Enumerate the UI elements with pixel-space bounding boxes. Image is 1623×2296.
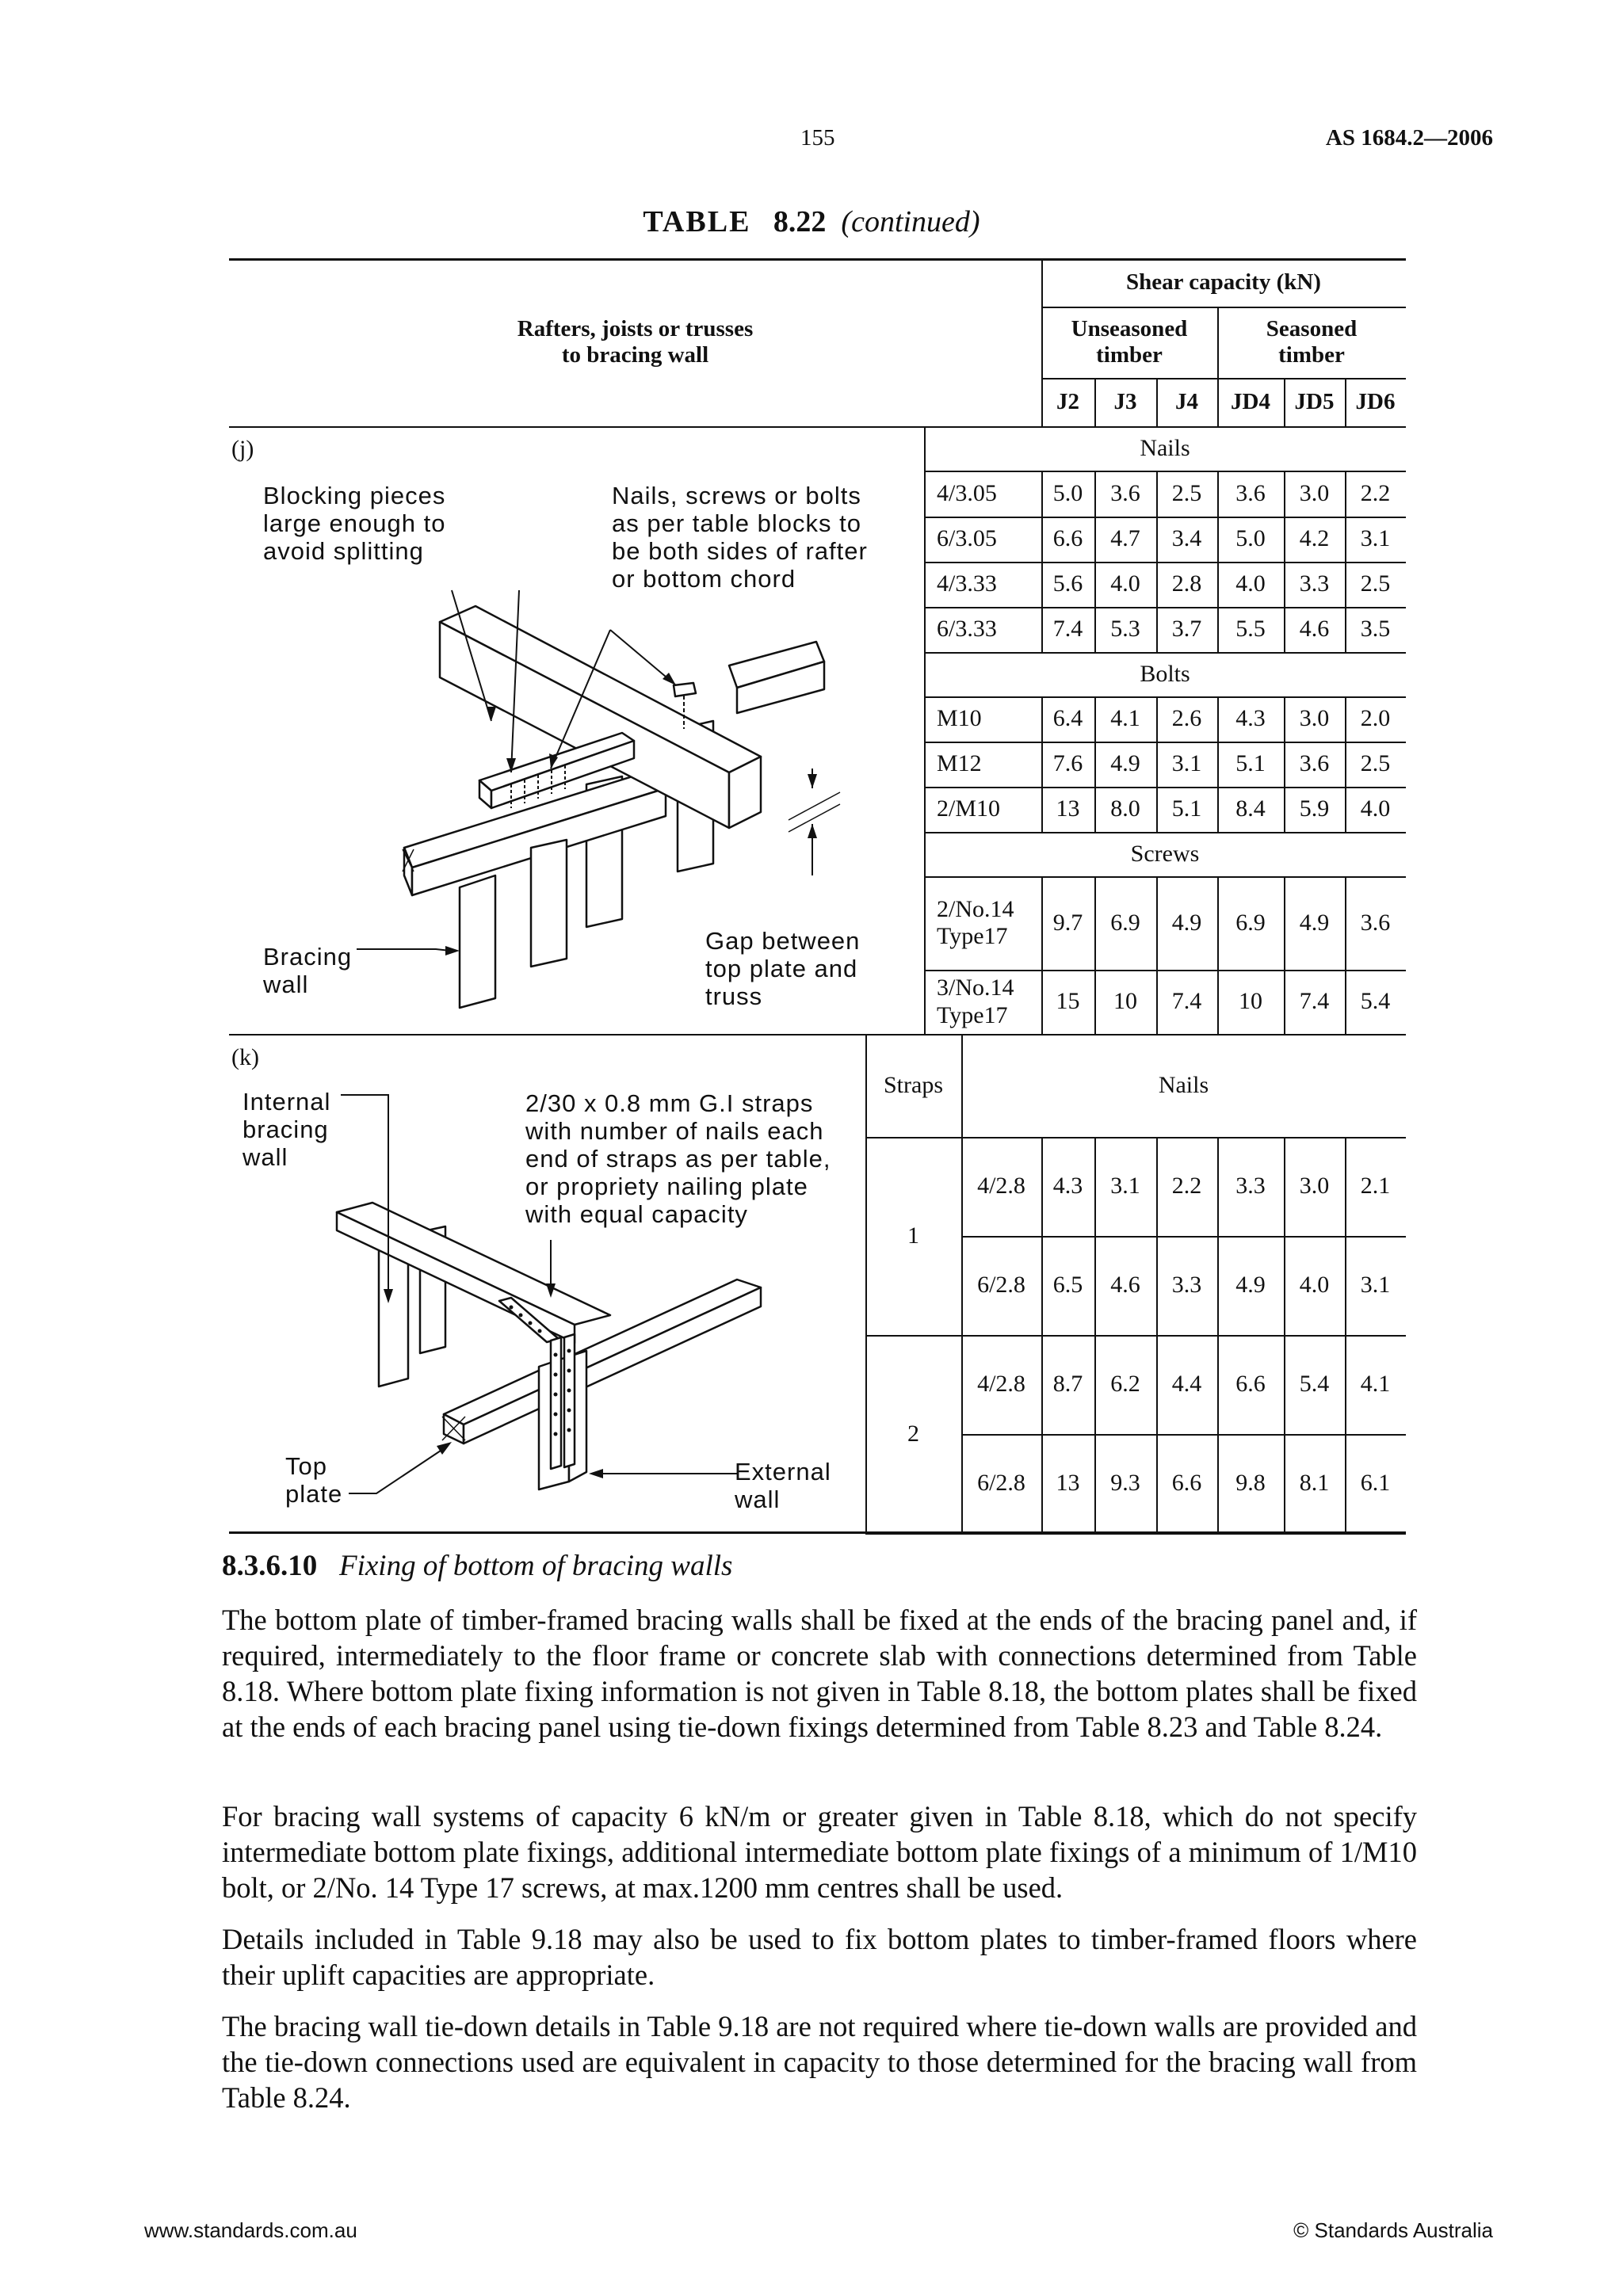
value-cell: 9.7 [1052, 909, 1083, 936]
value-cell: 6.9 [1110, 909, 1140, 936]
value-cell: 8.1 [1299, 1470, 1330, 1497]
table-rule [1041, 517, 1043, 562]
table-title-label: TABLE [643, 205, 751, 238]
table-rule [1156, 607, 1158, 652]
table-rule [1284, 1335, 1285, 1434]
value-cell: 7.4 [1052, 616, 1083, 643]
table-rule [1284, 970, 1285, 1034]
value-cell: 3.6 [1235, 479, 1266, 506]
value-cell: 5.0 [1052, 479, 1083, 506]
value-cell: 2.5 [1360, 750, 1391, 777]
value-cell: 4.7 [1110, 525, 1140, 552]
value-cell: 4.9 [1171, 909, 1202, 936]
table-rule [1094, 471, 1096, 517]
table-rule [1156, 970, 1158, 1034]
value-cell: 7.6 [1052, 750, 1083, 777]
table-rule [1345, 1137, 1346, 1236]
value-cell: 3.6 [1360, 909, 1391, 936]
table-rule [1041, 970, 1043, 1034]
grade-header-j2: J2 [1056, 388, 1079, 414]
nails-label: 4/2.8 [977, 1371, 1025, 1398]
value-cell: 6.6 [1052, 525, 1083, 552]
callout-gap: Gap between top plate and truss [705, 927, 861, 1010]
table-rule [1156, 471, 1158, 517]
table-header-seasoned: Seasoned timber [1266, 315, 1358, 368]
table-rule [1345, 1434, 1346, 1533]
value-cell: 4.9 [1299, 909, 1330, 936]
value-cell: 3.0 [1299, 705, 1330, 732]
value-cell: 3.1 [1360, 525, 1391, 552]
value-cell: 10 [1113, 988, 1137, 1015]
table-rule [1041, 742, 1043, 787]
table-rule [1156, 742, 1158, 787]
table-rule [1041, 787, 1043, 832]
straps-count: 1 [907, 1222, 919, 1249]
standard-reference: AS 1684.2—2006 [1325, 125, 1493, 151]
value-cell: 6.6 [1235, 1371, 1266, 1398]
value-cell: 6.1 [1360, 1470, 1391, 1497]
table-rule [1094, 696, 1096, 742]
value-cell: 3.0 [1299, 479, 1330, 506]
table-rule [1156, 876, 1158, 970]
callout-fasteners: Nails, screws or bolts as per table blocks to be both sides of rafter or bottom chord [612, 482, 868, 593]
table-rule [1094, 876, 1096, 970]
section-title-nails: Nails [1140, 435, 1190, 461]
value-cell: 2.0 [1360, 705, 1391, 732]
value-cell: 3.3 [1299, 570, 1330, 597]
clause-paragraph-4: The bracing wall tie-down details in Table 9.18 are not required where tie-down walls are provided and the tie-down connections used are equivalent in capacity to those determined for the bracing wall from Table 8.24. [222, 2010, 1417, 2114]
table-rule [1156, 696, 1158, 742]
value-cell: 3.1 [1110, 1173, 1140, 1199]
table-rule [1217, 471, 1219, 517]
table-rule [1094, 1236, 1096, 1335]
clause-paragraph-3: Details included in Table 9.18 may also be used to fix bottom plates to timber-framed floors where their uplift capacities are appropriate. [222, 1923, 1417, 1991]
table-title-number: 8.22 [773, 205, 827, 238]
callout-straps: 2/30 x 0.8 mm G.I straps with number of nails each end of straps as per table, or propriety nailing plate with equal capacity [525, 1089, 831, 1228]
table-rule [1345, 1335, 1346, 1434]
value-cell: 3.7 [1171, 616, 1202, 643]
value-cell: 8.0 [1110, 795, 1140, 822]
value-cell: 4.3 [1052, 1173, 1083, 1199]
table-rule [1156, 787, 1158, 832]
value-cell: 6.4 [1052, 705, 1083, 732]
table-rule [1094, 1335, 1096, 1434]
table-rule [1156, 1335, 1158, 1434]
value-cell: 6.5 [1052, 1272, 1083, 1299]
value-cell: 5.5 [1235, 616, 1266, 643]
value-cell: 5.9 [1299, 795, 1330, 822]
table-rule [1217, 607, 1219, 652]
value-cell: 3.5 [1360, 616, 1391, 643]
value-cell: 7.4 [1299, 988, 1330, 1015]
value-cell: 4.0 [1299, 1272, 1330, 1299]
table-rule [1156, 1137, 1158, 1236]
page-number: 155 [800, 125, 835, 151]
value-cell: 4.9 [1110, 750, 1140, 777]
fixing-label: 4/3.33 [937, 570, 997, 597]
clause-paragraph-1: The bottom plate of timber-framed bracing walls shall be fixed at the ends of the bracing panel and, if required, intermediately to the floor frame or concrete slab with connections determined from Table 8.18. Where bottom plate fixing information is not given in Table 8.18, the bottom plates shall be fixed at the ends of each bracing panel using tie-down fixings determined from Table 8.23 and Table 8.24. [222, 1604, 1417, 1743]
value-cell: 5.4 [1299, 1371, 1330, 1398]
table-rule [1041, 1434, 1043, 1533]
fixing-label: 2/M10 [937, 795, 1001, 822]
grade-header-j3: J3 [1113, 388, 1137, 414]
fixing-label: 2/No.14 Type17 [937, 895, 1014, 949]
table-rule [1094, 787, 1096, 832]
table-rule [1284, 787, 1285, 832]
value-cell: 2.1 [1360, 1173, 1391, 1199]
value-cell: 9.3 [1110, 1470, 1140, 1497]
table-title [0, 204, 1623, 239]
value-cell: 5.1 [1235, 750, 1266, 777]
table-rule [1345, 696, 1346, 742]
table-rule [1156, 562, 1158, 607]
value-cell: 3.3 [1235, 1173, 1266, 1199]
table-rule [1217, 1137, 1219, 1236]
value-cell: 15 [1056, 988, 1080, 1015]
fixing-label: 6/3.33 [937, 616, 997, 643]
section-title-bolts: Bolts [1140, 661, 1190, 687]
fixing-label: 6/3.05 [937, 525, 997, 552]
table-rule [1094, 517, 1096, 562]
table-rule [1345, 742, 1346, 787]
value-cell: 5.4 [1360, 988, 1391, 1015]
value-cell: 4.0 [1235, 570, 1266, 597]
value-cell: 10 [1239, 988, 1262, 1015]
table-rule [1041, 876, 1043, 970]
value-cell: 2.2 [1171, 1173, 1202, 1199]
table-rule [1041, 607, 1043, 652]
table-rule [1284, 1236, 1285, 1335]
table-rule [1217, 1434, 1219, 1533]
section-title-screws: Screws [1130, 841, 1200, 867]
detail-j-label: (j) [231, 436, 254, 462]
table-rule [1284, 696, 1285, 742]
callout-bracing-wall: Bracing wall [263, 943, 353, 998]
table-rule [1217, 562, 1219, 607]
value-cell: 2.5 [1171, 479, 1202, 506]
table-rule [1345, 517, 1346, 562]
footer-copyright: © Standards Australia [1293, 2218, 1493, 2242]
value-cell: 5.1 [1171, 795, 1202, 822]
table-rule [1345, 787, 1346, 832]
table-bottom-rule [229, 1531, 1406, 1534]
table-rule [1041, 471, 1043, 517]
grade-header-j4: J4 [1175, 388, 1198, 414]
table-rule [1094, 970, 1096, 1034]
nails-label: 6/2.8 [977, 1470, 1025, 1497]
clause-number: 8.3.6.10 [222, 1550, 318, 1582]
value-cell: 6.6 [1171, 1470, 1202, 1497]
callout-blocking-pieces: Blocking pieces large enough to avoid splitting [263, 482, 446, 565]
fixing-label: 3/No.14 Type17 [937, 974, 1014, 1028]
table-rule [1217, 876, 1219, 970]
table-rule [1217, 1335, 1219, 1434]
grade-header-jd6: JD6 [1355, 388, 1396, 414]
table-rule [1094, 1434, 1096, 1533]
value-cell: 4.1 [1360, 1371, 1391, 1398]
value-cell: 3.6 [1299, 750, 1330, 777]
value-cell: 4.0 [1110, 570, 1140, 597]
table-rule [1217, 970, 1219, 1034]
table-rule [1156, 517, 1158, 562]
table-header-shear-capacity: Shear capacity (kN) [1126, 269, 1321, 295]
fixing-label: M10 [937, 705, 982, 732]
straps-count: 2 [907, 1420, 919, 1447]
table-rule [1094, 1137, 1096, 1236]
table-rule [1345, 471, 1346, 517]
value-cell: 2.2 [1360, 479, 1391, 506]
table-rule [1094, 562, 1096, 607]
value-cell: 6.9 [1235, 909, 1266, 936]
value-cell: 9.8 [1235, 1470, 1266, 1497]
fixing-label: M12 [937, 750, 982, 777]
table-rule [1345, 562, 1346, 607]
value-cell: 8.4 [1235, 795, 1266, 822]
table-rule [1284, 1434, 1285, 1533]
table-rule [1041, 1335, 1043, 1434]
table-rule [1284, 471, 1285, 517]
table-rule [1094, 742, 1096, 787]
table-rule [1217, 787, 1219, 832]
table-rule [1156, 1434, 1158, 1533]
value-cell: 3.0 [1299, 1173, 1330, 1199]
value-cell: 2.8 [1171, 570, 1202, 597]
table-rule [1041, 1236, 1043, 1335]
nails-label: 4/2.8 [977, 1173, 1025, 1199]
value-cell: 4.0 [1360, 795, 1391, 822]
table-rule [1217, 517, 1219, 562]
value-cell: 4.6 [1110, 1272, 1140, 1299]
table-rule [1217, 742, 1219, 787]
table-header-description: Rafters, joists or trusses to bracing wall [517, 315, 754, 368]
table-rule [1345, 876, 1346, 970]
table-rule [1284, 517, 1285, 562]
callout-internal-bracing-wall: Internal bracing wall [242, 1088, 331, 1171]
table-title-qualifier: (continued) [841, 205, 980, 238]
table-rule [1041, 1137, 1043, 1236]
value-cell: 13 [1056, 1470, 1080, 1497]
value-cell: 13 [1056, 795, 1080, 822]
straps-header: Straps [884, 1071, 943, 1098]
table-rule [1094, 607, 1096, 652]
value-cell: 7.4 [1171, 988, 1202, 1015]
table-rule [1284, 742, 1285, 787]
grade-header-jd5: JD5 [1294, 388, 1335, 414]
clause-title: Fixing of bottom of bracing walls [339, 1550, 733, 1582]
table-rule [1284, 1137, 1285, 1236]
table-rule [1345, 607, 1346, 652]
value-cell: 5.6 [1052, 570, 1083, 597]
value-cell: 3.1 [1171, 750, 1202, 777]
clause-paragraph-2: For bracing wall systems of capacity 6 kN/m or greater given in Table 8.18, which do not specify intermediate bottom plate fixings, additional intermediate bottom plate fixings of a minimum of 1/M10 bolt, or 2/No. 14 Type 17 screws, at max.1200 mm centres shall be used. [222, 1800, 1417, 1904]
detail-k-label: (k) [231, 1044, 259, 1070]
table-rule [1345, 1236, 1346, 1335]
footer-website: www.standards.com.au [144, 2218, 357, 2242]
value-cell: 3.4 [1171, 525, 1202, 552]
value-cell: 5.3 [1110, 616, 1140, 643]
table-header-unseasoned: Unseasoned timber [1071, 315, 1188, 368]
nails-label: 6/2.8 [977, 1272, 1025, 1299]
value-cell: 4.3 [1235, 705, 1266, 732]
table-rule [1345, 970, 1346, 1034]
table-rule [1217, 696, 1219, 742]
value-cell: 4.2 [1299, 525, 1330, 552]
nails-header: Nails [1158, 1071, 1209, 1098]
value-cell: 6.2 [1110, 1371, 1140, 1398]
callout-external-wall: External wall [735, 1458, 831, 1513]
value-cell: 2.5 [1360, 570, 1391, 597]
value-cell: 5.0 [1235, 525, 1266, 552]
clause-heading [222, 1549, 732, 1583]
value-cell: 4.4 [1171, 1371, 1202, 1398]
table-rule [1284, 876, 1285, 970]
value-cell: 3.3 [1171, 1272, 1202, 1299]
table-rule [1217, 1236, 1219, 1335]
value-cell: 4.9 [1235, 1272, 1266, 1299]
value-cell: 8.7 [1052, 1371, 1083, 1398]
value-cell: 4.6 [1299, 616, 1330, 643]
callout-top-plate: Top plate [285, 1452, 343, 1508]
value-cell: 3.1 [1360, 1272, 1391, 1299]
grade-header-jd4: JD4 [1231, 388, 1270, 414]
table-rule [1156, 1236, 1158, 1335]
table-rule [1041, 562, 1043, 607]
value-cell: 4.1 [1110, 705, 1140, 732]
table-rule [1284, 562, 1285, 607]
table-rule [1041, 696, 1043, 742]
value-cell: 3.6 [1110, 479, 1140, 506]
value-cell: 2.6 [1171, 705, 1202, 732]
fixing-label: 4/3.05 [937, 479, 997, 506]
table-rule [1284, 607, 1285, 652]
